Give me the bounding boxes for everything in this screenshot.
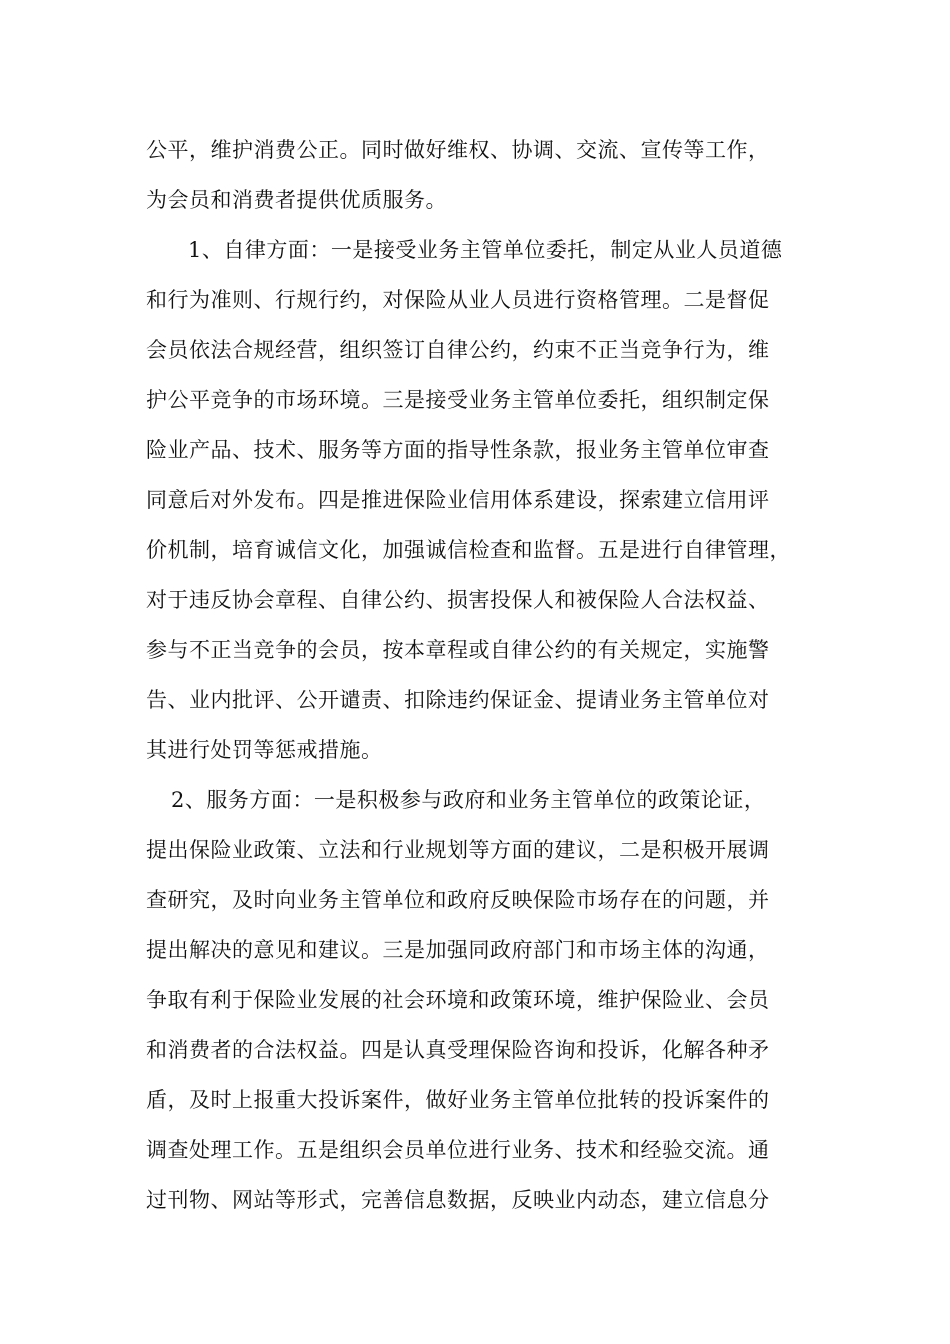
text-line-15: 提出保险业政策、立法和行业规划等方面的建议，二是积极开展调 bbox=[146, 838, 770, 862]
text-line-7: 险业产品、技术、服务等方面的指导性条款，报业务主管单位审查 bbox=[146, 438, 770, 462]
text-line-17: 提出解决的意见和建议。三是加强同政府部门和市场主体的沟通， bbox=[146, 938, 770, 962]
text-line-9: 价机制，培育诚信文化，加强诚信检查和监督。五是进行自律管理， bbox=[146, 538, 791, 562]
text-line-16: 查研究，及时向业务主管单位和政府反映保险市场存在的问题，并 bbox=[146, 888, 770, 912]
text-line-8: 同意后对外发布。四是推进保险业信用体系建设，探索建立信用评 bbox=[146, 488, 770, 512]
text-line-14: 2、服务方面：一是积极参与政府和业务主管单位的政策论证， bbox=[171, 788, 766, 812]
text-line-18: 争取有利于保险业发展的社会环境和政策环境，维护保险业、会员 bbox=[146, 988, 770, 1012]
text-line-12: 告、业内批评、公开谴责、扣除违约保证金、提请业务主管单位对 bbox=[146, 688, 770, 712]
text-line-2: 为会员和消费者提供优质服务。 bbox=[146, 188, 447, 212]
text-line-1: 公平，维护消费公正。同时做好维权、协调、交流、宣传等工作， bbox=[146, 138, 770, 162]
text-line-10: 对于违反协会章程、自律公约、损害投保人和被保险人合法权益、 bbox=[146, 588, 770, 612]
text-line-5: 会员依法合规经营，组织签订自律公约，约束不正当竞争行为，维 bbox=[146, 338, 770, 362]
text-line-13: 其进行处罚等惩戒措施。 bbox=[146, 738, 383, 762]
text-line-4: 和行为准则、行规行约，对保险从业人员进行资格管理。二是督促 bbox=[146, 288, 770, 312]
text-line-22: 过刊物、网站等形式，完善信息数据，反映业内动态，建立信息分 bbox=[146, 1188, 770, 1212]
text-line-19: 和消费者的合法权益。四是认真受理保险咨询和投诉，化解各种矛 bbox=[146, 1038, 770, 1062]
text-line-6: 护公平竞争的市场环境。三是接受业务主管单位委托，组织制定保 bbox=[146, 388, 770, 412]
text-line-11: 参与不正当竞争的会员，按本章程或自律公约的有关规定，实施警 bbox=[146, 638, 770, 662]
text-line-20: 盾，及时上报重大投诉案件，做好业务主管单位批转的投诉案件的 bbox=[146, 1088, 770, 1112]
text-line-3: 1、自律方面：一是接受业务主管单位委托，制定从业人员道德 bbox=[188, 238, 783, 262]
text-line-21: 调查处理工作。五是组织会员单位进行业务、技术和经验交流。通 bbox=[146, 1138, 770, 1162]
